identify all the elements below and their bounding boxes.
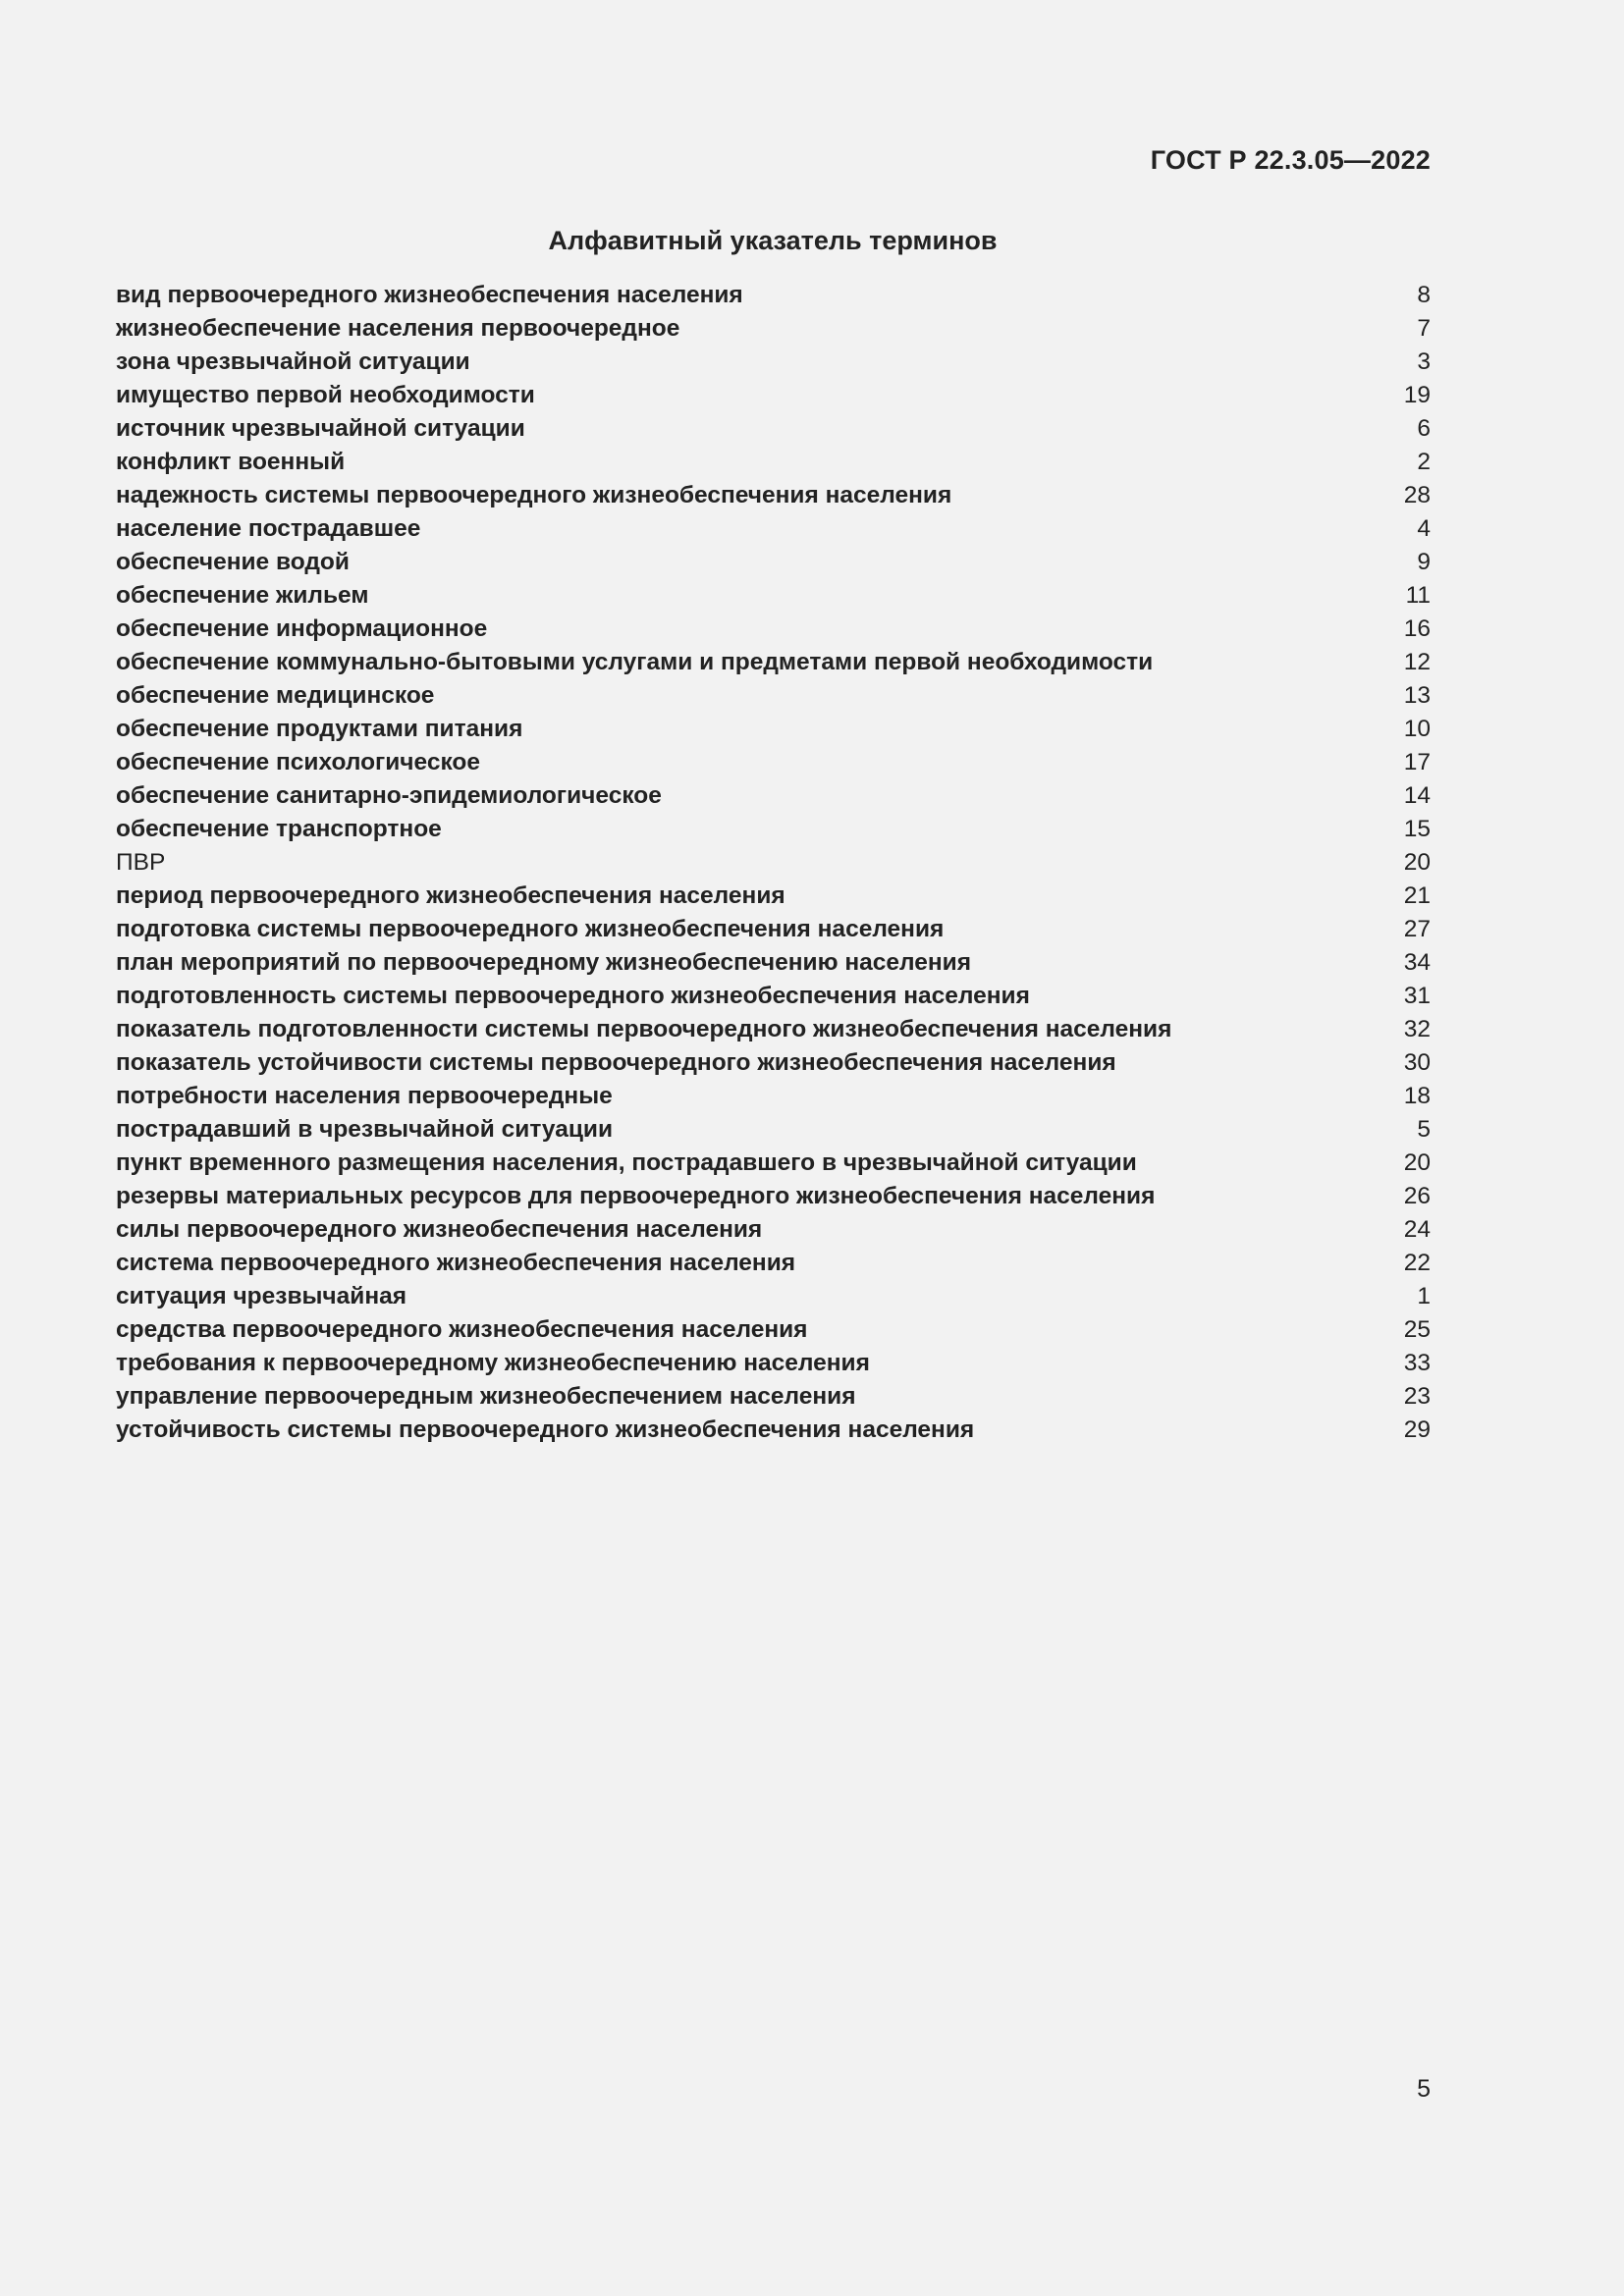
index-entry xyxy=(116,412,1431,446)
page-number: 5 xyxy=(1417,2075,1431,2103)
index-term: пункт временного размещения населения, пострадавшего в чрезвычайной ситуации xyxy=(116,1149,1137,1176)
index-term-number: 22 xyxy=(1403,1250,1431,1276)
index-entry xyxy=(116,779,1431,813)
index-term: источник чрезвычайной ситуации xyxy=(116,415,525,442)
index-term-number: 9 xyxy=(1417,549,1431,575)
index-term: средства первоочередного жизнеобеспечения населения xyxy=(116,1316,808,1343)
index-term-number: 2 xyxy=(1417,449,1431,475)
index-term-number: 13 xyxy=(1403,682,1431,709)
index-term-number: 5 xyxy=(1417,1116,1431,1143)
index-term: конфликт военный xyxy=(116,449,346,475)
index-entry xyxy=(116,1347,1431,1380)
index-entry xyxy=(116,1380,1431,1414)
index-entry xyxy=(116,846,1431,880)
document-code: ГОСТ Р 22.3.05—2022 xyxy=(1150,145,1431,175)
index-term: жизнеобеспечение населения первоочередное xyxy=(116,315,680,342)
index-term: план мероприятий по первоочередному жизнеобеспечению населения xyxy=(116,949,972,976)
index-term: управление первоочередным жизнеобеспечением населения xyxy=(116,1383,856,1410)
index-entry xyxy=(116,579,1431,613)
index-entry xyxy=(116,713,1431,746)
index-term-number: 20 xyxy=(1403,1149,1431,1176)
index-term: период первоочередного жизнеобеспечения населения xyxy=(116,882,785,909)
index-entry xyxy=(116,1313,1431,1347)
index-term-number: 10 xyxy=(1403,716,1431,742)
index-term: обеспечение водой xyxy=(116,549,350,575)
index-term: обеспечение информационное xyxy=(116,615,488,642)
index-term: имущество первой необходимости xyxy=(116,382,535,408)
index-term: подготовка системы первоочередного жизнеобеспечения населения xyxy=(116,916,945,942)
index-term: надежность системы первоочередного жизнеобеспечения населения xyxy=(116,482,952,508)
index-entry xyxy=(116,312,1431,346)
index-term: обеспечение медицинское xyxy=(116,682,435,709)
index-term-number: 30 xyxy=(1403,1049,1431,1076)
index-term: силы первоочередного жизнеобеспечения населения xyxy=(116,1216,763,1243)
index-term-number: 25 xyxy=(1403,1316,1431,1343)
index-term: потребности населения первоочередные xyxy=(116,1083,613,1109)
index-entry xyxy=(116,913,1431,946)
index-term-number: 33 xyxy=(1403,1350,1431,1376)
index-term: требования к первоочередному жизнеобеспечению населения xyxy=(116,1350,870,1376)
index-term: обеспечение транспортное xyxy=(116,816,442,842)
index-term-number: 14 xyxy=(1403,782,1431,809)
index-entry xyxy=(116,1247,1431,1280)
index-entry xyxy=(116,1213,1431,1247)
index-entry xyxy=(116,1414,1431,1447)
index-term-number: 20 xyxy=(1403,849,1431,876)
index-title: Алфавитный указатель терминов xyxy=(548,226,998,255)
index-entry xyxy=(116,512,1431,546)
index-term-number: 18 xyxy=(1403,1083,1431,1109)
index-term: ситуация чрезвычайная xyxy=(116,1283,407,1309)
index-entry xyxy=(116,1113,1431,1147)
index-term-number: 17 xyxy=(1403,749,1431,775)
index-term-number: 1 xyxy=(1417,1283,1431,1309)
index-term-number: 15 xyxy=(1403,816,1431,842)
index-term: резервы материальных ресурсов для первоочередного жизнеобеспечения населения xyxy=(116,1183,1156,1209)
index-term-number: 16 xyxy=(1403,615,1431,642)
index-entry xyxy=(116,346,1431,379)
index-term: ПВР xyxy=(116,849,166,876)
index-term: обеспечение психологическое xyxy=(116,749,480,775)
index-term: зона чрезвычайной ситуации xyxy=(116,348,470,375)
index-term-number: 6 xyxy=(1417,415,1431,442)
index-entry xyxy=(116,546,1431,579)
index-term: показатель устойчивости системы первоочередного жизнеобеспечения населения xyxy=(116,1049,1116,1076)
index-entry xyxy=(116,880,1431,913)
index-entry xyxy=(116,1280,1431,1313)
index-entry xyxy=(116,1013,1431,1046)
index-term-number: 24 xyxy=(1403,1216,1431,1243)
index-term: система первоочередного жизнеобеспечения населения xyxy=(116,1250,796,1276)
index-entry xyxy=(116,379,1431,412)
index-term-number: 29 xyxy=(1403,1416,1431,1443)
index-entry xyxy=(116,746,1431,779)
index-entry xyxy=(116,1180,1431,1213)
index-entry xyxy=(116,279,1431,312)
index-term-number: 4 xyxy=(1417,515,1431,542)
term-index-list xyxy=(116,279,1431,1447)
index-term: обеспечение коммунально-бытовыми услугами и предметами первой необходимости xyxy=(116,649,1154,675)
index-term-number: 23 xyxy=(1403,1383,1431,1410)
index-term-number: 34 xyxy=(1403,949,1431,976)
index-term: показатель подготовленности системы первоочередного жизнеобеспечения населения xyxy=(116,1016,1172,1042)
index-term-number: 28 xyxy=(1403,482,1431,508)
index-entry xyxy=(116,479,1431,512)
index-entry xyxy=(116,1147,1431,1180)
index-entry xyxy=(116,946,1431,980)
index-term: обеспечение санитарно-эпидемиологическое xyxy=(116,782,662,809)
index-entry xyxy=(116,646,1431,679)
index-term: обеспечение жильем xyxy=(116,582,369,609)
index-entry xyxy=(116,613,1431,646)
index-term: вид первоочередного жизнеобеспечения населения xyxy=(116,282,743,308)
index-term-number: 3 xyxy=(1417,348,1431,375)
index-term-number: 19 xyxy=(1403,382,1431,408)
index-term: подготовленность системы первоочередного жизнеобеспечения населения xyxy=(116,983,1030,1009)
index-term-number: 32 xyxy=(1403,1016,1431,1042)
index-term: обеспечение продуктами питания xyxy=(116,716,523,742)
index-term-number: 27 xyxy=(1403,916,1431,942)
index-entry xyxy=(116,980,1431,1013)
index-entry xyxy=(116,446,1431,479)
index-term-number: 21 xyxy=(1403,882,1431,909)
index-term-number: 8 xyxy=(1417,282,1431,308)
index-term-number: 7 xyxy=(1417,315,1431,342)
index-entry xyxy=(116,1080,1431,1113)
index-term-number: 12 xyxy=(1403,649,1431,675)
index-term-number: 26 xyxy=(1403,1183,1431,1209)
index-term: устойчивость системы первоочередного жизнеобеспечения населения xyxy=(116,1416,975,1443)
index-term-number: 11 xyxy=(1405,582,1431,609)
index-entry xyxy=(116,1046,1431,1080)
index-entry xyxy=(116,813,1431,846)
index-term: пострадавший в чрезвычайной ситуации xyxy=(116,1116,614,1143)
index-entry xyxy=(116,679,1431,713)
index-term-number: 31 xyxy=(1403,983,1431,1009)
index-term: население пострадавшее xyxy=(116,515,421,542)
